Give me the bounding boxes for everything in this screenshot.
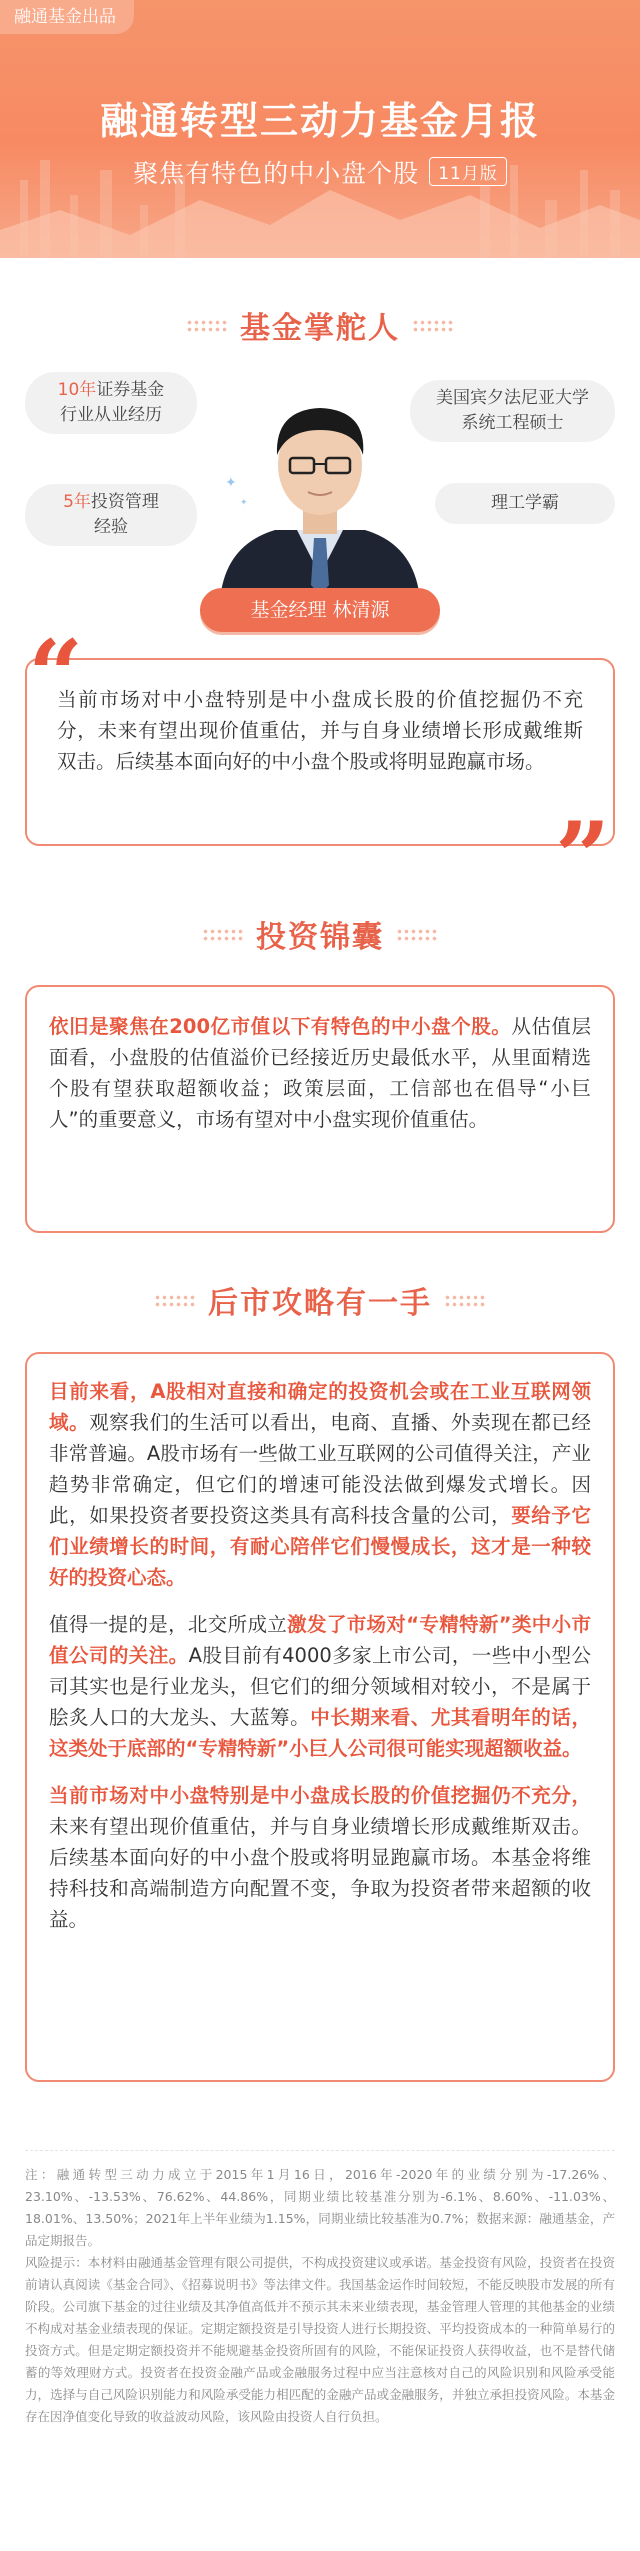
header-banner xyxy=(0,0,640,258)
sparkle-icon: ✦ xyxy=(225,475,237,491)
outlook-body: 值得一提的是，北交所成立 xyxy=(49,1613,288,1636)
open-quote-icon: “ xyxy=(28,619,84,732)
outlook-paragraph-2 xyxy=(49,1609,591,1764)
badge-highlight: 5年 xyxy=(63,492,91,512)
outlook-highlight: 目前来看，A股相对直接和确定的投资机会或在工业互联网领域。 xyxy=(49,1380,591,1434)
risk-disclosure: 风险提示：本材料由融通基金管理有限公司提供，不构成投资建议或承诺。基金投资有风险，投资者在投资前请认真阅读《基金合同》、《招募说明书》等法律文件。我国基金运作时间较短，不能反映股市发展的所有阶段。公司旗下基金的过往业绩及其净值高低并不预示其未来业绩表现，基金管理人管理的其他基金的业绩不构成对基金业绩表现的保证。定期定额投资是引导投资人进行长期投资、平均投资成本的一种简单易行的投资方式。但是定期定额投资并不能规避基金投资所固有的风险，不能保证投资人获得收益，也不是替代储蓄的等效理财方式。投资者在投资金融产品或金融服务过程中应当注意核对自己的风险识别和风险承受能力，选择与自己风险识别能力和风险承受能力相匹配的金融产品或金融服务，并独立承担投资风险。本基金存在因净值变化导致的收益波动风险，该风险由投资人自行负担。 xyxy=(25,2255,615,2424)
tips-card xyxy=(25,985,615,1233)
outlook-paragraph-1 xyxy=(49,1376,591,1593)
sparkle-icon: ✦ xyxy=(240,498,248,508)
section-heading-manager xyxy=(0,303,640,347)
outlook-paragraph-3 xyxy=(49,1780,591,1935)
outlook-body: A股目前有4000多家上市公司，一些中小型公司其实也是行业龙头，但它们的细分领域相对较小，不是属于脍炙人口的大龙头、大蓝筹。 xyxy=(49,1644,591,1729)
outlook-body: 观察我们的生活可以看出，电商、直播、外卖现在都已经非常普遍。A股市场有一些做工业互联网的公司值得关注，产业趋势非常确定，但它们的增速可能没法做到爆发式增长。因此，如果投资者要投资这类具有高科技含量的公司， xyxy=(49,1411,591,1527)
badge-education xyxy=(410,380,615,442)
tips-highlight: 依旧是聚焦在200亿市值以下有特色的中小盘个股。 xyxy=(49,1015,512,1038)
outlook-highlight: 当前市场对中小盘特别是中小盘成长股的价值挖掘仍不充分， xyxy=(49,1784,591,1807)
brand-tag: 融通基金出品 xyxy=(0,0,134,34)
badge-text: 美国宾夕法尼亚大学 xyxy=(436,388,589,408)
dots-decoration xyxy=(412,319,454,333)
badge-text: 投资管理 xyxy=(90,492,159,512)
badge-text: 经验 xyxy=(94,517,128,537)
dots-decoration xyxy=(186,319,228,333)
dots-decoration xyxy=(444,1294,486,1308)
outlook-highlight: 要给予它们业绩增长的时间，有耐心陪伴它们慢慢成长，这才是一种较好的投资心态。 xyxy=(49,1504,591,1589)
badge-text: 证券基金 xyxy=(96,380,165,400)
dots-decoration xyxy=(154,1294,196,1308)
close-quote-icon: ” xyxy=(555,801,611,914)
outlook-highlight: 激发了市场对“专精特新”类中小市值公司的关注。 xyxy=(49,1613,591,1667)
section-heading-text: 基金掌舵人 xyxy=(240,311,400,346)
performance-note: 注：融通转型三动力成立于2015年1月16日，2016年-2020年的业绩分别为-17.26%、23.10%、-13.53%、76.62%、44.86%，同期业绩比较基准分别为-6.1%、8.60%、-11.03%、18.01%、13.50%；2021年上半年业绩为1.15%，同期业绩比较基准为0.7%；数据来源：融通基金，产品定期报告。 xyxy=(25,2167,615,2248)
dots-decoration xyxy=(202,928,244,942)
dots-decoration xyxy=(396,928,438,942)
outlook-highlight: 中长期来看、尤其看明年的话，这类处于底部的“专精特新”小巨人公司很可能实现超额收益。 xyxy=(49,1706,591,1760)
page-subtitle: 聚焦有特色的中小盘个股 xyxy=(133,159,420,188)
month-badge: 11月版 xyxy=(429,157,507,186)
section-heading-outlook xyxy=(0,1278,640,1322)
badge-text: 理工学霸 xyxy=(491,493,559,513)
section-heading-text: 后市攻略有一手 xyxy=(208,1286,432,1321)
manager-name-tag: 基金经理 林清源 xyxy=(200,588,440,632)
tips-body: 从估值层面看，小盘股的估值溢价已经接近历史最低水平，从里面精选个股有望获取超额收益；政策层面，工信部也在倡导“小巨人”的重要意义，市场有望对中小盘实现价值重估。 xyxy=(49,1015,591,1131)
manager-quote-text: 当前市场对中小盘特别是中小盘成长股的价值挖掘仍不充分，未来有望出现价值重估，并与自身业绩增长形成戴维斯双击。后续基本面向好的中小盘个股或将明显跑赢市场。 xyxy=(57,688,583,773)
badge-management xyxy=(25,484,197,546)
badge-text: 系统工程硕士 xyxy=(461,413,564,433)
outlook-card xyxy=(25,1352,615,2082)
footnote-divider xyxy=(25,2150,615,2151)
section-heading-text: 投资锦囊 xyxy=(256,920,384,955)
page-title: 融通转型三动力基金月报 xyxy=(99,99,540,143)
outlook-body: 未来有望出现价值重估，并与自身业绩增长形成戴维斯双击。后续基本面向好的中小盘个股或将明显跑赢市场。本基金将维持科技和高端制造方向配置不变，争取为投资者带来超额的收益。 xyxy=(49,1815,591,1931)
manager-portrait xyxy=(205,370,435,600)
badge-science xyxy=(435,483,615,524)
manager-quote-card xyxy=(25,658,615,846)
footnotes xyxy=(25,2164,615,2428)
badge-highlight: 10年 xyxy=(57,380,97,400)
page-subtitle-row xyxy=(0,154,640,190)
badge-text: 行业从业经历 xyxy=(60,405,162,425)
tips-text xyxy=(49,1011,591,1135)
badge-experience xyxy=(25,372,197,434)
section-heading-tips xyxy=(0,912,640,956)
